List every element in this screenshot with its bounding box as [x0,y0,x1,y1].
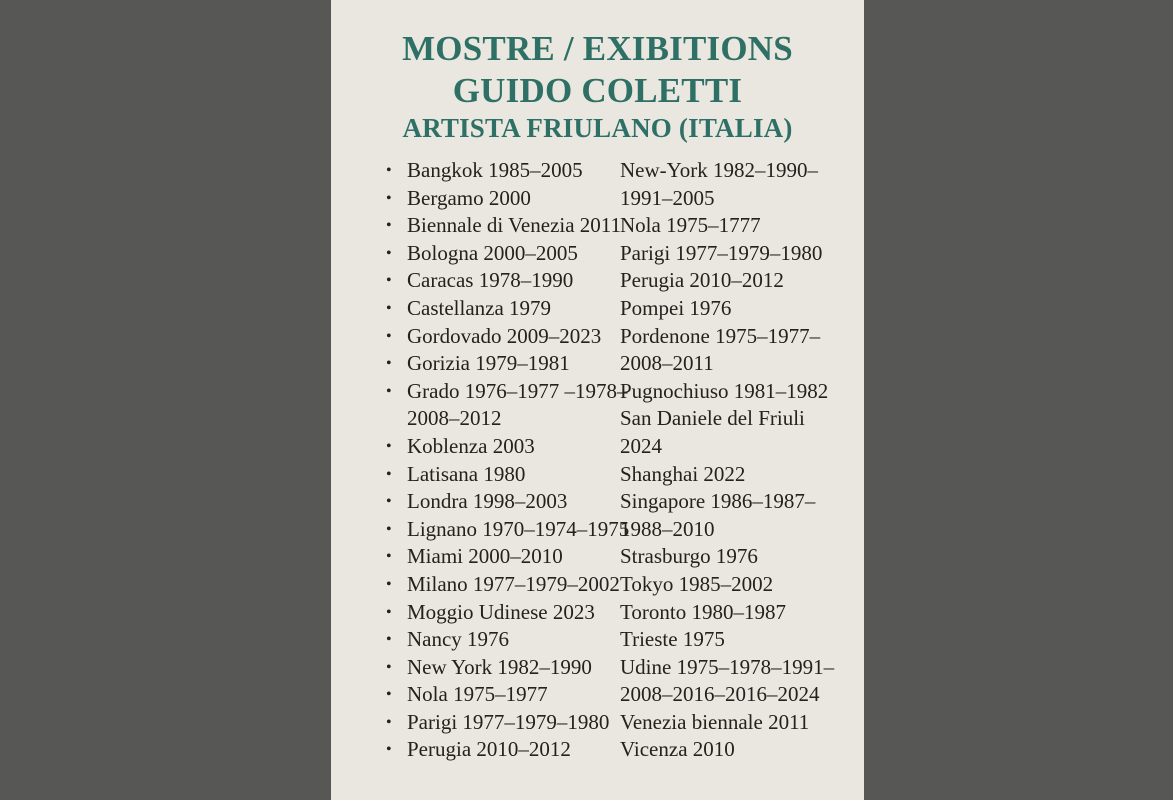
list-item-text: Castellanza 1979 [407,295,552,320]
list-item [386,350,629,378]
bullet-marker: • [386,327,392,345]
list-item: Perugia 2010–2012 [620,268,784,293]
list-item [386,185,629,213]
list-item-text: Gordovado 2009–2023 [407,323,602,348]
list-item [386,461,629,489]
list-item-text: Miami 2000–2010 [407,544,563,569]
bullet-marker: • [386,189,392,207]
list-item [386,736,629,764]
list-item-text: Perugia 2010–2012 [407,737,571,762]
list-item: New-York 1982–1990– [620,158,818,182]
list-item: Toronto 1980–1987 [620,599,786,624]
title-line-2: GUIDO COLETTI [452,71,743,110]
list-item: 2008–2016–2016–2024 [620,682,820,707]
list-item [386,405,629,433]
list-item [386,654,629,682]
bullet-marker: • [386,631,392,649]
bullet-marker: • [386,162,392,179]
list-item-text: Gorizia 1979–1981 [407,351,570,376]
list-item [386,599,629,627]
list-item: Tokyo 1985–2002 [620,571,774,596]
list-item: 2008–2011 [620,351,714,376]
list-item: Vicenza 2010 [620,737,735,762]
list-item-text: Lignano 1970–1974–1975 [407,516,630,541]
bullet-marker: • [386,382,392,400]
list-item [386,709,629,737]
right-column-list [620,157,834,764]
bullet-marker: • [386,299,392,317]
list-item [386,626,629,654]
bullet-marker: • [386,217,392,235]
list-item-text: Nola 1975–1977 [407,682,548,707]
bullet-marker: • [386,493,392,511]
bullet-marker: • [386,686,392,704]
list-item: Venezia biennale 2011 [620,709,810,734]
list-item [386,571,629,599]
list-item [386,433,629,461]
list-item: Nola 1975–1777 [620,213,761,238]
list-item [386,681,629,709]
exhibitions-panel [331,0,864,800]
list-item [386,212,629,240]
list-item-text: Biennale di Venezia 2011 [407,213,622,238]
list-item-text: Koblenza 2003 [407,433,535,458]
list-item [386,323,629,351]
title-line-1: MOSTRE / EXIBITIONS [402,29,793,68]
list-item: Pompei 1976 [620,295,732,320]
bullet-marker: • [386,437,392,455]
list-item: 1988–2010 [620,516,715,541]
list-item-text: Latisana 1980 [407,461,526,486]
list-item: Singapore 1986–1987– [620,489,816,514]
list-item-text: Nancy 1976 [407,627,510,652]
bullet-marker: • [386,520,392,538]
list-item [386,240,629,268]
list-item: Pordenone 1975–1977– [620,323,821,348]
list-item [386,543,629,571]
list-item-text: Grado 1976–1977 –1978– [407,378,628,403]
list-item-text: Bologna 2000–2005 [407,240,578,265]
bullet-marker: • [386,713,392,731]
list-item: Parigi 1977–1979–1980 [620,240,823,265]
list-item: 1991–2005 [620,185,715,210]
list-item-text: Parigi 1977–1979–1980 [407,709,610,734]
list-item-text: 2008–2012 [407,406,502,431]
list-item-text: Bangkok 1985–2005 [407,158,583,182]
subtitle: ARTISTA FRIULANO (ITALIA) [402,113,793,143]
bullet-marker: • [386,741,392,759]
list-item: San Daniele del Friuli [620,406,805,431]
list-item: 2024 [620,433,662,458]
bullet-marker: • [386,603,392,621]
list-item-text: Caracas 1978–1990 [407,268,574,293]
bullet-marker: • [386,244,392,262]
list-item [386,516,629,544]
left-column-list [386,157,629,764]
list-item-text: Londra 1998–2003 [407,489,568,514]
bullet-marker: • [386,548,392,566]
list-item [386,378,629,406]
list-item: Shanghai 2022 [620,461,746,486]
bullet-marker: • [386,272,392,290]
bullet-marker: • [386,575,392,593]
list-item-text: Milano 1977–1979–2002 [407,571,620,596]
bullet-marker: • [386,465,392,483]
list-item: Strasburgo 1976 [620,544,758,569]
list-item [386,267,629,295]
list-item: Udine 1975–1978–1991– [620,654,835,679]
list-item-text: Moggio Udinese 2023 [407,599,595,624]
list-item-text: New York 1982–1990 [407,654,592,679]
list-item: Trieste 1975 [620,627,725,652]
bullet-marker: • [386,658,392,676]
list-item [386,157,629,185]
list-item-text: Bergamo 2000 [407,185,531,210]
bullet-marker: • [386,355,392,373]
list-item: Pugnochiuso 1981–1982 [620,378,829,403]
list-item [386,295,629,323]
list-item [386,488,629,516]
